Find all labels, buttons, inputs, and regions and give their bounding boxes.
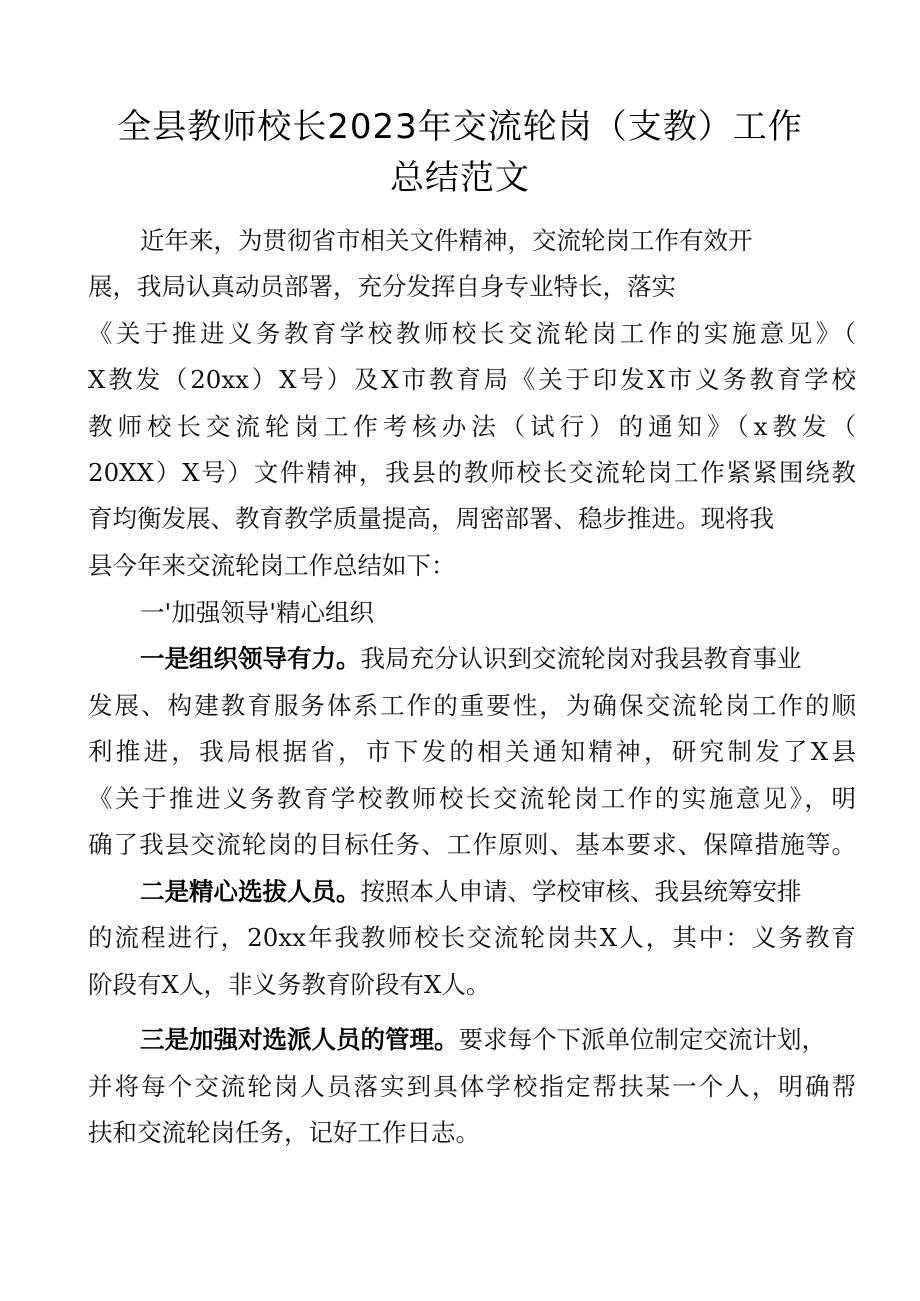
paragraph-line: 《关于推进义务教育学校教师校长交流轮岗工作的实施意见》，明 [88, 784, 856, 813]
paragraph-line [140, 875, 856, 909]
document-title-line2: 总结范文 [390, 158, 530, 198]
paragraph-lead: 三是加强对选派人员的管理。 [140, 1025, 459, 1054]
intro-line: 育均衡发展、教育教学质量提高，周密部署、稳步推进。现将我 [88, 504, 774, 533]
paragraph-line [140, 1023, 856, 1057]
paragraph-line: 阶段有X人，非义务教育阶段有X人。 [88, 970, 491, 999]
paragraph-line: 扶和交流轮岗任务，记好工作日志。 [88, 1118, 480, 1147]
paragraph-line: 发展、构建教育服务体系工作的重要性，为确保交流轮岗工作的顺 [88, 691, 856, 720]
section-heading: 一'加强领导'精心组织 [140, 598, 374, 627]
paragraph-text: 按照本人申请、学校审核、我县统筹安排 [360, 877, 802, 906]
paragraph-text: 我局充分认识到交流轮岗对我县教育事业 [360, 644, 802, 673]
intro-line: 《关于推进义务教育学校教师校长交流轮岗工作的实施意见》（ [88, 319, 856, 348]
intro-line: 展，我局认真动员部署，充分发挥自身专业特长，落实 [88, 272, 676, 301]
paragraph-line: 并将每个交流轮岗人员落实到具体学校指定帮扶某一个人，明确帮 [88, 1072, 856, 1101]
intro-line: 县今年来交流轮岗工作总结如下： [88, 551, 456, 580]
intro-line: 教师校长交流轮岗工作考核办法（试行）的通知》（x教发（ [88, 412, 856, 441]
paragraph-lead: 一是组织领导有力。 [140, 644, 361, 673]
paragraph-line: 的流程进行，20xx年我教师校长交流轮岗共X人，其中：义务教育 [88, 923, 856, 952]
paragraph-line [140, 642, 856, 676]
paragraph-line: 确了我县交流轮岗的目标任务、工作原则、基本要求、保障措施等。 [88, 830, 856, 859]
paragraph-lead: 二是精心选拔人员。 [140, 877, 361, 906]
paragraph-line: 利推进，我局根据省，市下发的相关通知精神，研究制发了X县 [88, 737, 856, 766]
intro-line: 近年来，为贯彻省市相关文件精神，交流轮岗工作有效开 [140, 226, 753, 255]
intro-line: 20XX）X号）文件精神，我县的教师校长交流轮岗工作紧紧围绕教 [88, 458, 856, 487]
document-title-line1: 全县教师校长2023年交流轮岗（支教）工作 [117, 107, 803, 147]
intro-line: X教发（20xx）X号）及X市教育局《关于印发X市义务教育学校 [88, 365, 856, 394]
paragraph-text: 要求每个下派单位制定交流计划， [458, 1025, 826, 1054]
